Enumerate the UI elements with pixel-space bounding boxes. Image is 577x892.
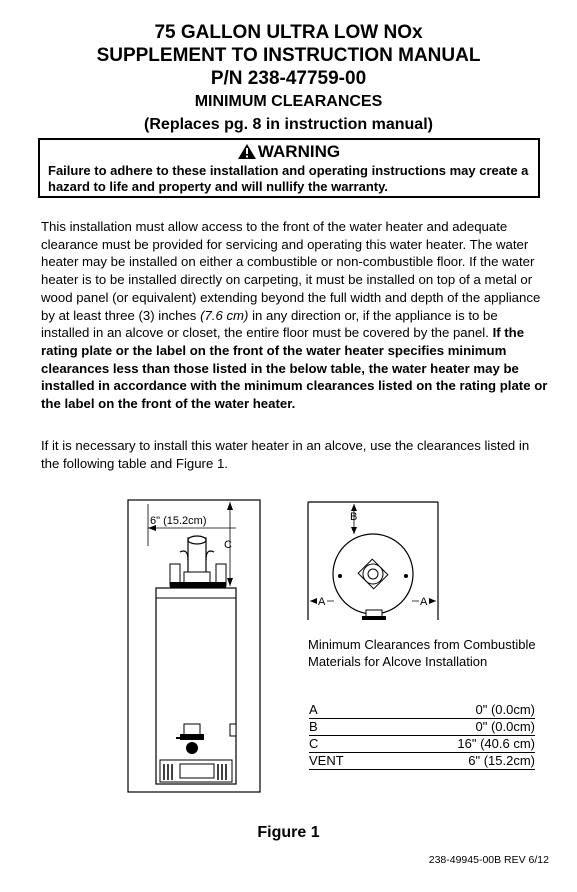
warning-body: Failure to adhere to these installation and operating instructions may create a hazard to life and property and will nullify the warranty. <box>48 163 529 194</box>
warning-triangle-icon <box>238 144 256 159</box>
table-row <box>309 719 535 736</box>
installation-paragraph <box>41 218 549 413</box>
water-heater-side-view <box>126 498 262 796</box>
paragraph-bold: If the rating plate or the label on the front of the water heater specifies minimum clearances less than those listed in the below table, the water heater may be installed in accordance with the minimum clearances listed on the rating plate or the label on the front of the water heater. <box>41 325 548 412</box>
a-clearance-left-label: A <box>318 596 326 608</box>
title-line-1: 75 GALLON ULTRA LOW NOx <box>154 22 423 43</box>
document-footer: 238-49945-00B REV 6/12 <box>428 854 549 866</box>
water-heater-top-view <box>306 500 440 624</box>
clearance-caption: Minimum Clearances from Combustible Materials for Alcove Installation <box>308 637 536 669</box>
warning-title: WARNING <box>257 142 341 161</box>
row-label: B <box>309 719 379 736</box>
table-row <box>309 753 535 770</box>
paragraph-italic: (7.6 cm) <box>200 307 249 323</box>
a-clearance-right-label: A <box>420 596 428 608</box>
figure-label: Figure 1 <box>257 824 320 841</box>
table-row <box>309 702 535 719</box>
row-value: 16" (40.6 cm) <box>379 736 535 753</box>
row-label: C <box>309 736 379 753</box>
vent-clearance-label: 6" (15.2cm) <box>150 515 207 527</box>
title-line-2: SUPPLEMENT TO INSTRUCTION MANUAL <box>96 45 481 66</box>
row-label: A <box>309 702 379 719</box>
row-value: 0" (0.0cm) <box>379 702 535 719</box>
part-number: P/N 238-47759-00 <box>210 68 367 89</box>
alcove-paragraph: If it is necessary to install this water heater in an alcove, use the clearances listed in the following table and Figure 1. <box>41 438 530 471</box>
replaces-note: (Replaces pg. 8 in instruction manual) <box>144 116 433 133</box>
clearance-table <box>309 702 535 770</box>
paragraph-text-a: This installation must allow access to the front of the water heater and adequate clearance must be provided for servicing and operating this water heater. The water heater may be installed on either a combustible or non-combustible floor. If the water heater is to be installed directly on carpeting, it must be installed on top of a metal or wood panel (or equivalent) extending beyond the full width and depth of the appliance by at least three (3) inches <box>41 219 541 323</box>
section-title: MINIMUM CLEARANCES <box>194 93 383 110</box>
table-row <box>309 736 535 753</box>
warning-heading <box>40 142 538 162</box>
warning-box <box>38 138 540 198</box>
row-label: VENT <box>309 753 379 770</box>
b-clearance-label: B <box>350 511 358 523</box>
paragraph-text-b: in any direction or, if the appliance is to be installed in an alcove or closet, the entire floor must be covered by the panel. <box>41 307 498 341</box>
row-value: 6" (15.2cm) <box>379 753 535 770</box>
c-clearance-label: C <box>224 539 232 551</box>
row-value: 0" (0.0cm) <box>379 719 535 736</box>
